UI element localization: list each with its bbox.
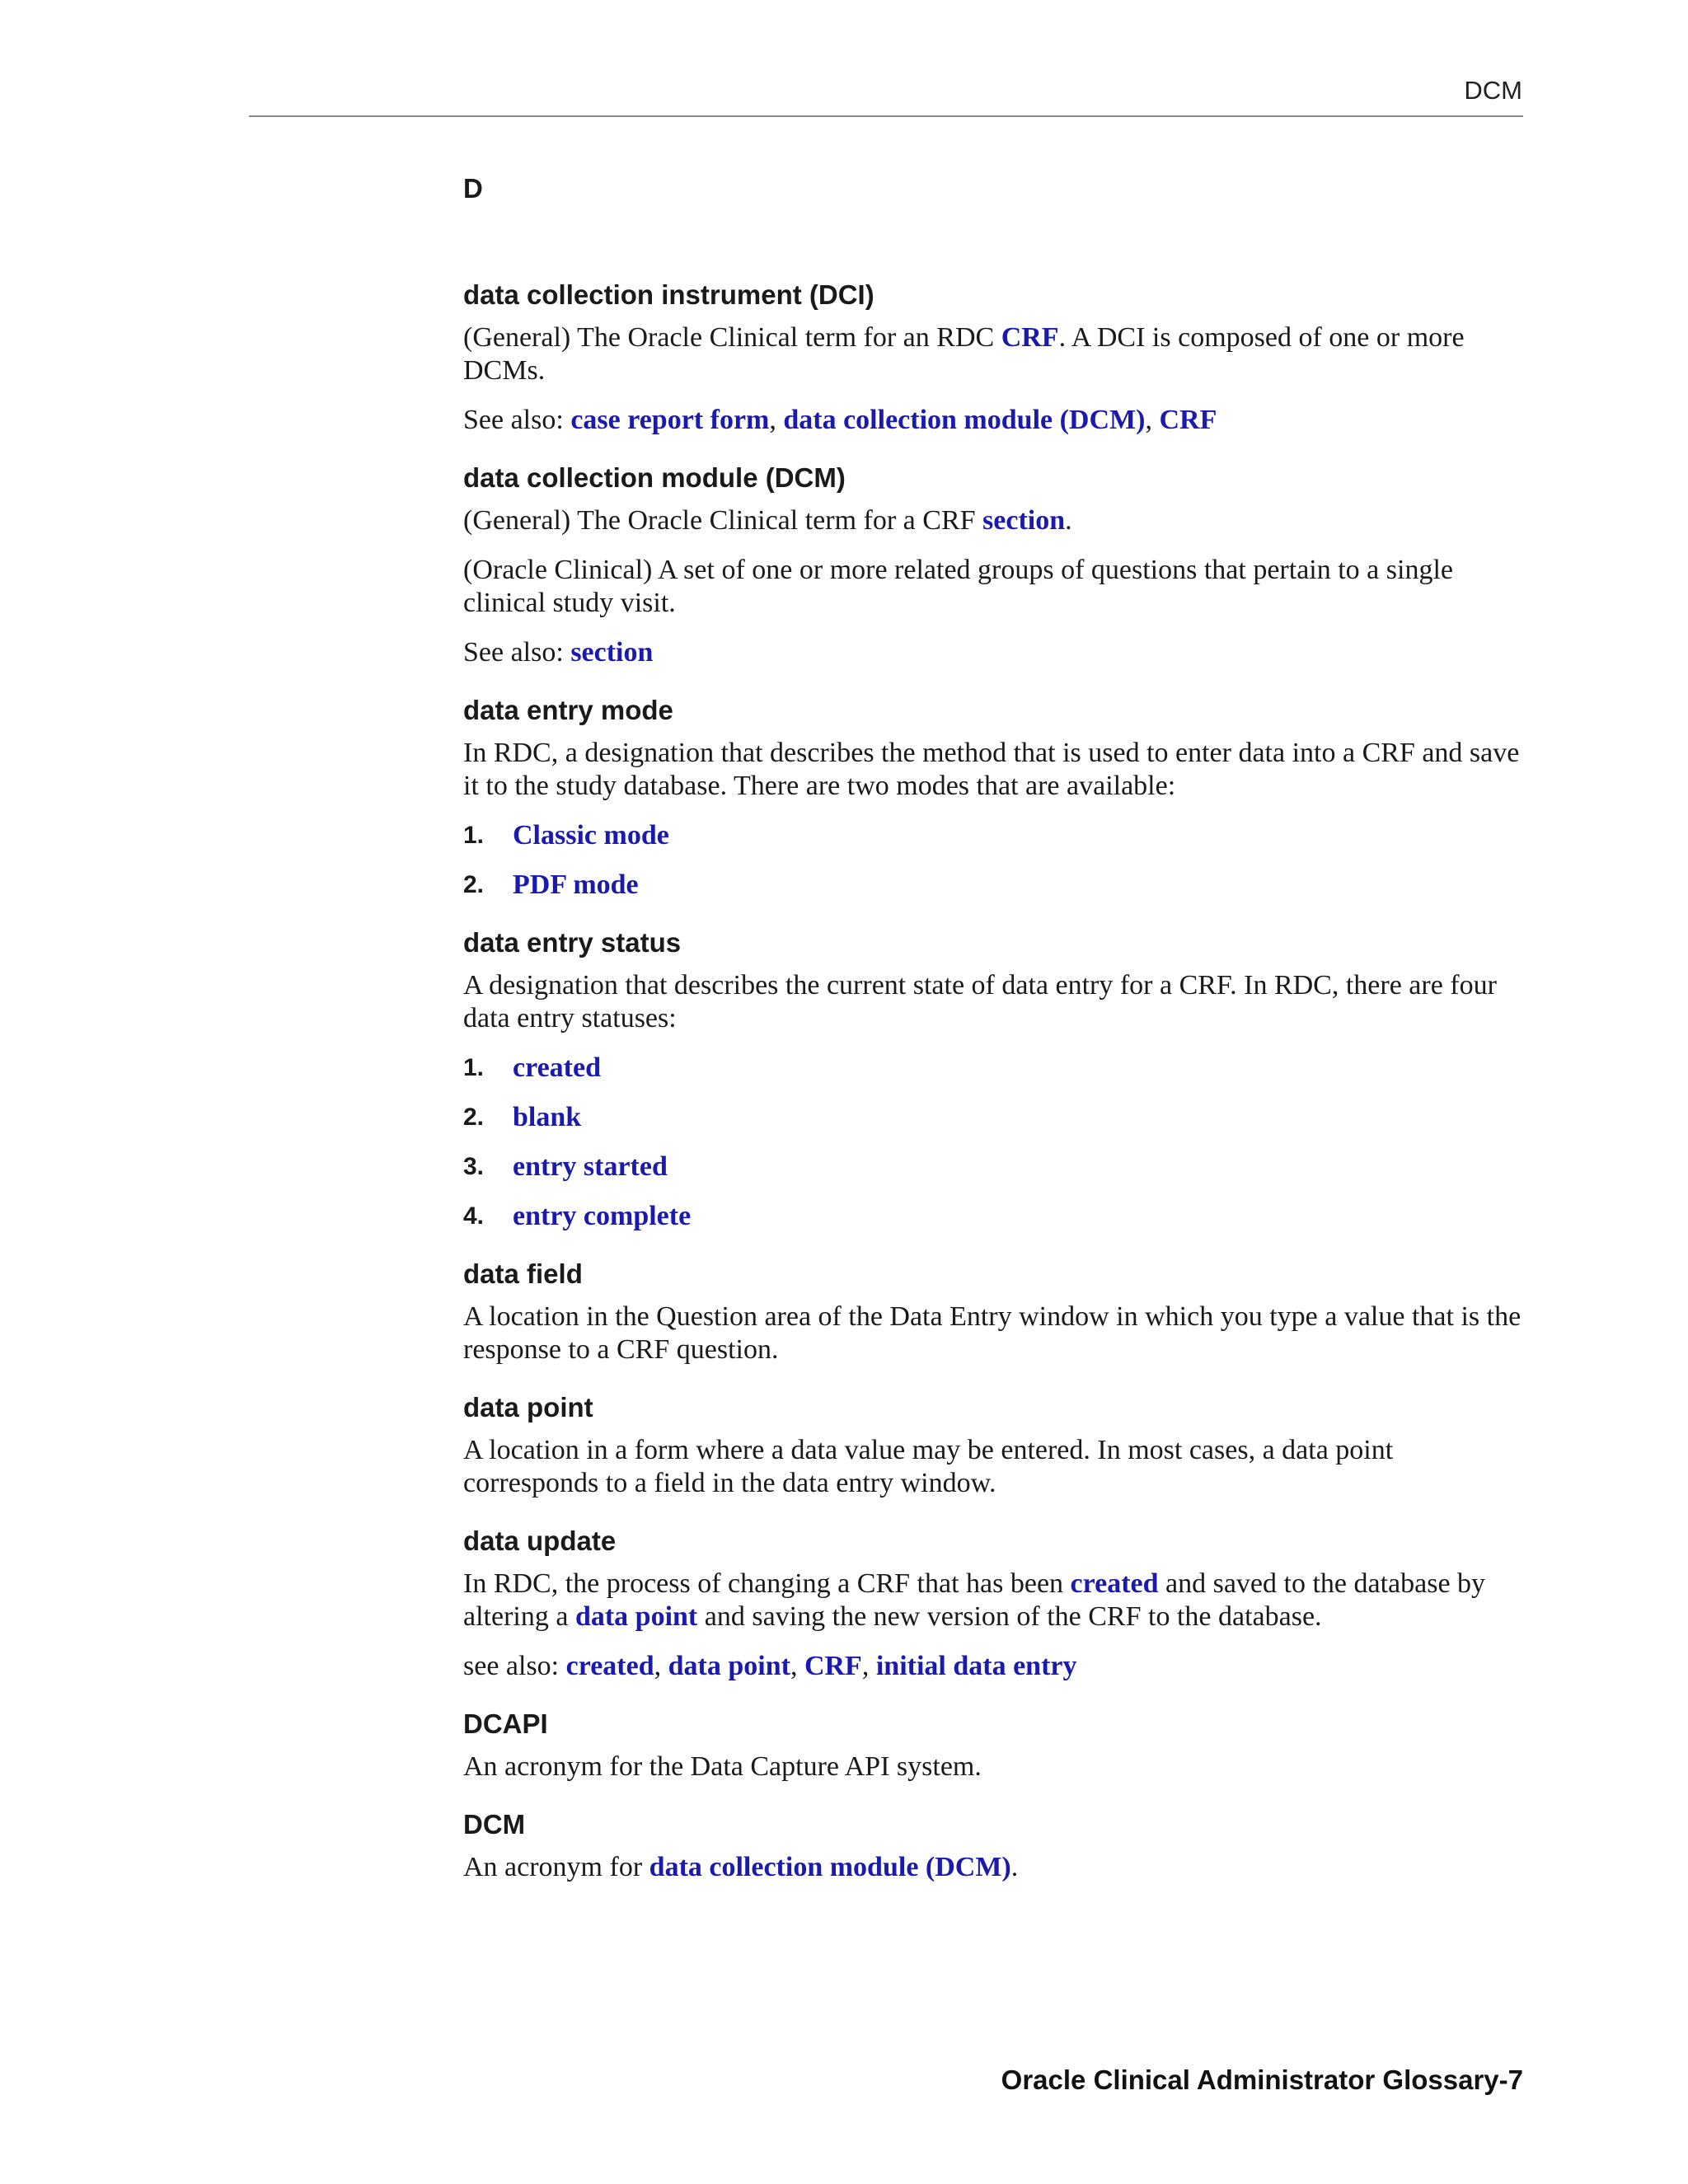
definition-paragraph	[463, 1568, 1525, 1633]
list-item	[463, 869, 1525, 902]
numbered-list	[463, 819, 1525, 902]
separator: ,	[861, 1651, 876, 1681]
term-heading: DCM	[463, 1809, 526, 1840]
term-heading: DCAPI	[463, 1708, 548, 1739]
text: An acronym for	[463, 1852, 649, 1882]
link-crf[interactable]: CRF	[804, 1651, 862, 1681]
text: .	[1010, 1852, 1019, 1882]
link-data-collection-module[interactable]: data collection module (DCM)	[783, 405, 1146, 435]
term-heading: data collection instrument (DCI)	[463, 279, 874, 310]
entry-data-entry-mode	[463, 692, 1525, 902]
see-also-label: See also:	[463, 637, 571, 668]
numbered-list	[463, 1052, 1525, 1233]
definition-paragraph	[463, 504, 1525, 537]
entry-dcm-acronym	[463, 1807, 1525, 1884]
link-initial-data-entry[interactable]: initial data entry	[875, 1651, 1077, 1681]
link-created[interactable]: created	[565, 1651, 654, 1681]
header-rule	[249, 115, 1523, 117]
glossary-entries	[463, 277, 1525, 1907]
list-item	[463, 1101, 1525, 1134]
link-created[interactable]: created	[513, 1052, 601, 1083]
entry-data-field	[463, 1256, 1525, 1366]
see-also-label: see also:	[463, 1651, 566, 1681]
list-number: 1.	[463, 1054, 485, 1081]
text: In RDC, the process of changing a CRF that has been	[463, 1568, 1071, 1599]
link-case-report-form[interactable]: case report form	[570, 405, 770, 435]
definition-paragraph: (Oracle Clinical) A set of one or more related groups of questions that pertain to a single clinical study visit.	[463, 555, 1453, 618]
term-heading: data entry status	[463, 927, 682, 958]
definition-paragraph	[463, 1851, 1525, 1884]
entry-data-point	[463, 1390, 1525, 1500]
entry-data-update	[463, 1523, 1525, 1683]
see-also	[463, 636, 1525, 669]
definition-paragraph: A location in the Question area of the Data Entry window in which you type a value that is the response to a CRF question.	[463, 1301, 1522, 1365]
definition-paragraph	[463, 321, 1525, 387]
link-pdf-mode[interactable]: PDF mode	[513, 869, 639, 900]
list-number: 1.	[463, 822, 485, 849]
see-also	[463, 404, 1525, 437]
link-entry-complete[interactable]: entry complete	[513, 1201, 692, 1231]
text: and saving the new version of the CRF to the database.	[697, 1601, 1322, 1632]
page-footer: Oracle Clinical Administrator Glossary-7	[1001, 2064, 1523, 2095]
link-crf[interactable]: CRF	[1001, 322, 1059, 353]
link-classic-mode[interactable]: Classic mode	[513, 820, 669, 851]
text: (General) The Oracle Clinical term for a CRF	[463, 505, 983, 536]
list-item	[463, 1052, 1525, 1085]
definition-paragraph: An acronym for the Data Capture API system.	[463, 1751, 982, 1782]
see-also	[463, 1650, 1525, 1683]
entry-dcm	[463, 460, 1525, 669]
entry-data-entry-status	[463, 925, 1525, 1233]
separator: ,	[1145, 405, 1160, 435]
term-heading: data point	[463, 1392, 593, 1422]
separator: ,	[769, 405, 784, 435]
running-header: DCM	[1464, 76, 1522, 105]
entry-dcapi	[463, 1706, 1525, 1783]
list-number: 2.	[463, 1104, 485, 1131]
term-heading: data field	[463, 1258, 583, 1289]
link-data-collection-module[interactable]: data collection module (DCM)	[649, 1852, 1011, 1882]
definition-paragraph: In RDC, a designation that describes the method that is used to enter data into a CRF and save it to the study database. There are two modes that are available:	[463, 738, 1520, 801]
term-heading: data entry mode	[463, 695, 673, 725]
term-heading: data update	[463, 1526, 617, 1556]
text: . A DCI is composed of one or more DCMs.	[463, 322, 1465, 386]
text: (General) The Oracle Clinical term for an RDC	[463, 322, 1001, 353]
link-section[interactable]: section	[570, 637, 654, 668]
list-item	[463, 1151, 1525, 1183]
section-letter: D	[463, 173, 483, 204]
link-section[interactable]: section	[982, 505, 1066, 536]
list-number: 4.	[463, 1202, 485, 1230]
definition-paragraph: A location in a form where a data value may be entered. In most cases, a data point corresponds to a field in the data entry window.	[463, 1435, 1394, 1498]
link-blank[interactable]: blank	[513, 1102, 582, 1132]
see-also-label: See also:	[463, 405, 571, 435]
term-heading: data collection module (DCM)	[463, 462, 846, 493]
separator: ,	[654, 1651, 668, 1681]
link-created[interactable]: created	[1070, 1568, 1159, 1599]
list-item	[463, 819, 1525, 852]
link-crf[interactable]: CRF	[1159, 405, 1217, 435]
separator: ,	[790, 1651, 804, 1681]
text: and saved to the database by altering a	[463, 1568, 1486, 1632]
definition-paragraph: A designation that describes the current state of data entry for a CRF. In RDC, there are four data entry statuses:	[463, 970, 1497, 1033]
list-item	[463, 1200, 1525, 1233]
link-data-point[interactable]: data point	[574, 1601, 698, 1632]
entry-dci	[463, 277, 1525, 437]
link-data-point[interactable]: data point	[668, 1651, 790, 1681]
text: .	[1065, 505, 1072, 536]
link-entry-started[interactable]: entry started	[513, 1151, 668, 1182]
list-number: 2.	[463, 871, 485, 898]
list-number: 3.	[463, 1153, 485, 1180]
